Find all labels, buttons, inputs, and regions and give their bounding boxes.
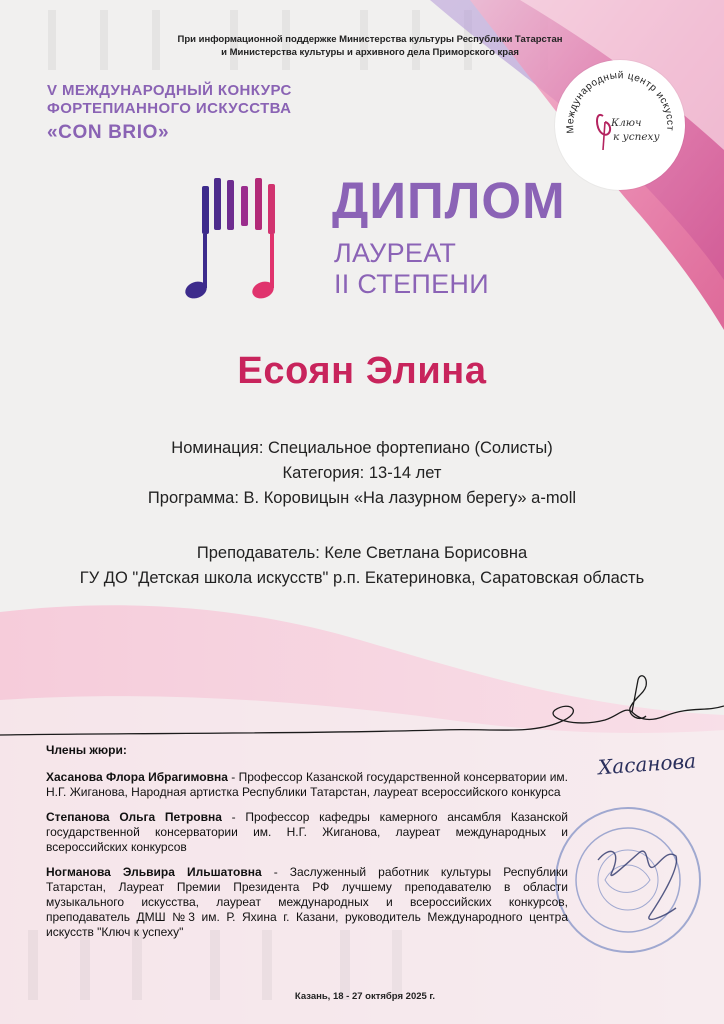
- contest-line-1: V МЕЖДУНАРОДНЫЙ КОНКУРС: [47, 82, 292, 99]
- jury-member: [46, 770, 568, 800]
- program: Программа: В. Коровицын «На лазурном берегу» a-moll: [147, 489, 577, 507]
- jury-section: [46, 743, 568, 950]
- jury-member: [46, 865, 568, 940]
- jury-member-desc: - Профессор кафедры камерного ансамбля Казанской государственной консерватории им. Н.Г. Жиганова, лауреат международных и всероссийских конкурсов: [46, 810, 568, 854]
- diploma-title: ДИПЛОМ: [332, 172, 566, 229]
- jury-member-name: Ногманова Эльвира Ильшатовна: [46, 865, 262, 879]
- center-of-arts-logo: [555, 60, 685, 190]
- school: ГУ ДО "Детская школа искусств" р.п. Екатериновка, Саратовская область: [79, 569, 645, 587]
- winner-name: Есоян Элина: [237, 350, 487, 392]
- degree-line-1: ЛАУРЕАТ: [334, 238, 457, 268]
- jury-member-name: Степанова Ольга Петровна: [46, 810, 222, 824]
- contest-line-2: ФОРТЕПИАННОГО ИСКУССТВА: [47, 100, 292, 117]
- jury-member-name: Хасанова Флора Ибрагимовна: [46, 770, 228, 784]
- award-details: [0, 436, 724, 591]
- center-logo-script-2: к успеху: [613, 131, 660, 143]
- jury-member-desc: - Заслуженный работник культуры Республики Татарстан, Лауреат Премии Президента РФ лучшему преподавателю в области музыкального искусства, лауреат международных и всероссийских конкурсов, преподаватель ДМШ №3 им. Р. Яхина г. Казани, руководитель Международного центра искусств "Ключ к успеху": [46, 865, 569, 939]
- piano-notes-logo: [183, 178, 276, 301]
- support-line-2: и Министерства культуры и архивного дела Приморского края: [221, 47, 519, 58]
- support-text: [140, 33, 600, 59]
- center-logo-script-1: Ключ: [611, 117, 642, 129]
- teacher: Преподаватель: Келе Светлана Борисовна: [196, 544, 528, 562]
- category: Категория: 13-14 лет: [282, 464, 442, 482]
- support-line-1: При информационной поддержке Министерства культуры Республики Татарстан: [177, 34, 563, 45]
- jury-member: [46, 810, 568, 855]
- nomination: Номинация: Специальное фортепиано (Солисты): [171, 439, 553, 457]
- contest-title: [47, 82, 292, 142]
- jury-member-desc: - Профессор Казанской государственной консерватории им. Н.Г. Жиганова, Народная артистка Республики Татарстан, лауреат всероссийского конкурса: [46, 770, 568, 799]
- center-logo-arc-text: Международный центр искусст: [565, 70, 676, 134]
- degree-line-2: II СТЕПЕНИ: [334, 269, 489, 299]
- footer-place-date: Казань, 18 - 27 октября 2025 г.: [294, 991, 436, 1002]
- contest-brand: «CON BRIO»: [47, 122, 170, 143]
- jury-title: Члены жюри:: [46, 743, 127, 757]
- center-logo-graphic: [555, 60, 685, 190]
- laureate-degree: [334, 238, 489, 300]
- handwritten-signature: Хасанова: [597, 748, 697, 780]
